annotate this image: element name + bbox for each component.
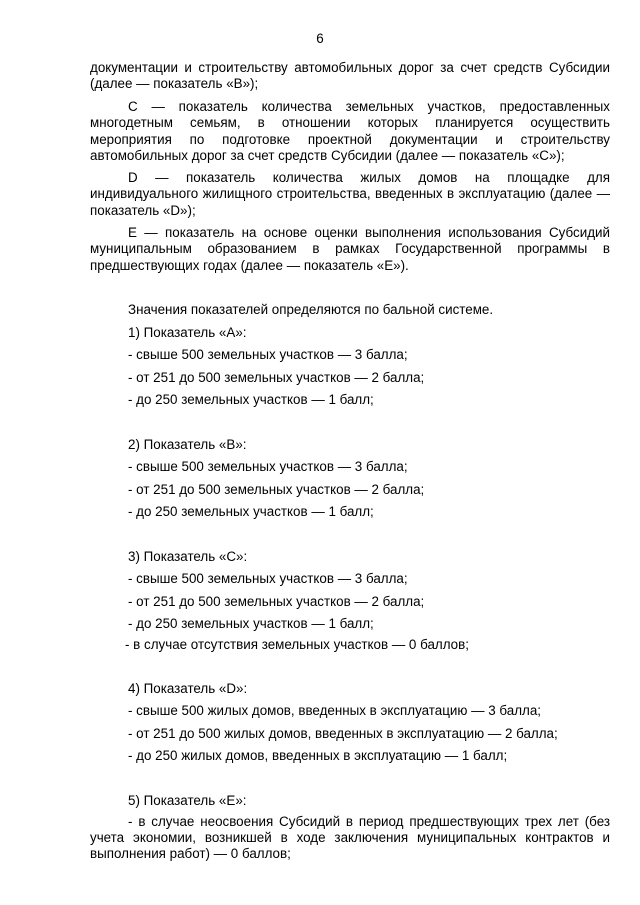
indicator-d-heading: 4) Показатель «D»: — [128, 681, 248, 696]
list-item: - в случае отсутствия земельных участков — 0 баллов; — [125, 637, 469, 652]
list-item: - до 250 земельных участков — 1 балл; — [128, 616, 374, 631]
indicator-e-heading: 5) Показатель «Е»: — [128, 793, 247, 808]
paragraph-indicator-d-definition: D — показатель количества жилых домов на площадке для индивидуального жилищного строительства, введенных в эксплуатацию (далее — показатель «D»); — [90, 170, 610, 218]
paragraph-indicator-c-definition: С — показатель количества земельных участков, предоставленных многодетным семьям, в отношении которых планируется осуществить мероприятия по подготовке проектной документации и строительству автомобильных дорог за счет средств Субсидии (далее — показатель «С»); — [90, 99, 610, 163]
list-item: - от 251 до 500 земельных участков — 2 балла; — [128, 594, 425, 609]
list-item: - свыше 500 жилых домов, введенных в эксплуатацию — 3 балла; — [128, 703, 542, 718]
paragraph-indicator-e-item: - в случае неосвоения Субсидий в период предшествующих трех лет (без учета экономии, возникшей в ходе заключения муниципальных контрактов и выполнения работ) — 0 баллов; — [90, 814, 610, 861]
list-item: - от 251 до 500 земельных участков — 2 балла; — [128, 370, 425, 385]
indicator-a-heading: 1) Показатель «А»: — [128, 325, 247, 340]
list-item: - до 250 земельных участков — 1 балл; — [128, 392, 374, 407]
indicator-b-heading: 2) Показатель «В»: — [128, 437, 247, 452]
list-item: - свыше 500 земельных участков — 3 балла; — [128, 459, 408, 474]
paragraph-indicator-b-end: документации и строительству автомобильных дорог за счет средств Субсидии (далее — показатель «В»); — [90, 60, 610, 92]
list-item: - до 250 земельных участков — 1 балл; — [128, 504, 374, 519]
list-item: - от 251 до 500 жилых домов, введенных в эксплуатацию — 2 балла; — [128, 726, 558, 741]
paragraph-indicator-e-definition: Е — показатель на основе оценки выполнения использования Субсидий муниципальным образованием в рамках Государственной программы в предшествующих годах (далее — показатель «Е»). — [90, 225, 610, 273]
list-item: - до 250 жилых домов, введенных в эксплуатацию — 1 балл; — [128, 748, 508, 763]
list-item: - от 251 до 500 земельных участков — 2 балла; — [128, 482, 425, 497]
indicator-c-heading: 3) Показатель «С»: — [128, 549, 248, 564]
intro-text: Значения показателей определяются по бальной системе. — [128, 302, 494, 317]
list-item: - свыше 500 земельных участков — 3 балла; — [128, 347, 408, 362]
page-number: 6 — [316, 31, 324, 46]
list-item: - свыше 500 земельных участков — 3 балла; — [128, 571, 408, 586]
